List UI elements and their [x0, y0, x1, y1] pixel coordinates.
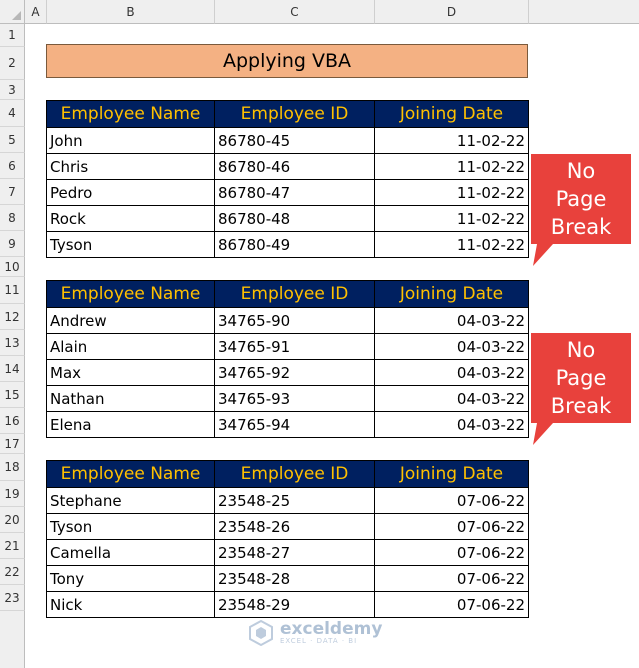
row-header-18[interactable]: 18 [0, 454, 25, 481]
employee-id-cell[interactable]: 86780-49 [215, 232, 375, 258]
exceldemy-logo-icon [248, 620, 274, 646]
employee-name-cell[interactable]: Tyson [47, 232, 215, 258]
row-header-filler [0, 611, 25, 668]
row-header-3[interactable]: 3 [0, 80, 25, 100]
employee-name-cell[interactable]: Stephane [47, 488, 215, 514]
header-joining-date[interactable]: Joining Date [375, 281, 529, 308]
row-header-21[interactable]: 21 [0, 533, 25, 559]
header-employee-id[interactable]: Employee ID [215, 281, 375, 308]
joining-date-cell[interactable]: 11-02-22 [375, 154, 529, 180]
table-row [47, 128, 529, 154]
row-header-4[interactable]: 4 [0, 100, 25, 127]
row-header-11[interactable]: 11 [0, 277, 25, 304]
table-header-row [47, 461, 529, 488]
employee-name-cell[interactable]: Nick [47, 592, 215, 618]
employee-name-cell[interactable]: Alain [47, 334, 215, 360]
row-header-16[interactable]: 16 [0, 408, 25, 434]
employee-id-cell[interactable]: 86780-47 [215, 180, 375, 206]
column-header-a[interactable]: A [25, 0, 47, 24]
column-header-e[interactable] [529, 0, 639, 24]
header-joining-date[interactable]: Joining Date [375, 101, 529, 128]
watermark-tagline: EXCEL · DATA · BI [280, 637, 358, 645]
select-all-corner[interactable] [0, 0, 25, 24]
row-header-15[interactable]: 15 [0, 382, 25, 408]
employee-id-cell[interactable]: 23548-29 [215, 592, 375, 618]
header-employee-id[interactable]: Employee ID [215, 461, 375, 488]
column-header-b[interactable]: B [47, 0, 215, 24]
employee-id-cell[interactable]: 86780-45 [215, 128, 375, 154]
callout-no-page-break-1[interactable] [531, 154, 631, 268]
employee-name-cell[interactable]: Tyson [47, 514, 215, 540]
employee-id-cell[interactable]: 34765-94 [215, 412, 375, 438]
table-row [47, 180, 529, 206]
table-row [47, 514, 529, 540]
table-row [47, 412, 529, 438]
row-header-6[interactable]: 6 [0, 153, 25, 179]
row-header-7[interactable]: 7 [0, 179, 25, 205]
table-row [47, 360, 529, 386]
joining-date-cell[interactable]: 07-06-22 [375, 488, 529, 514]
joining-date-cell[interactable]: 04-03-22 [375, 386, 529, 412]
employee-id-cell[interactable]: 86780-46 [215, 154, 375, 180]
employee-name-cell[interactable]: Elena [47, 412, 215, 438]
table-header-row [47, 281, 529, 308]
employee-name-cell[interactable]: Camella [47, 540, 215, 566]
table-row [47, 386, 529, 412]
joining-date-cell[interactable]: 11-02-22 [375, 180, 529, 206]
header-employee-id[interactable]: Employee ID [215, 101, 375, 128]
employee-id-cell[interactable]: 34765-92 [215, 360, 375, 386]
callout-text: No Page Break [550, 338, 612, 418]
joining-date-cell[interactable]: 11-02-22 [375, 128, 529, 154]
joining-date-cell[interactable]: 04-03-22 [375, 412, 529, 438]
row-header-13[interactable]: 13 [0, 330, 25, 356]
header-employee-name[interactable]: Employee Name [47, 101, 215, 128]
table-row [47, 206, 529, 232]
employee-name-cell[interactable]: John [47, 128, 215, 154]
exceldemy-watermark [248, 620, 382, 646]
employee-id-cell[interactable]: 23548-25 [215, 488, 375, 514]
title-cell[interactable]: Applying VBA [46, 44, 528, 78]
row-header-12[interactable]: 12 [0, 304, 25, 330]
row-header-19[interactable]: 19 [0, 481, 25, 507]
joining-date-cell[interactable]: 07-06-22 [375, 592, 529, 618]
employee-id-cell[interactable]: 23548-27 [215, 540, 375, 566]
employee-name-cell[interactable]: Tony [47, 566, 215, 592]
table-row [47, 154, 529, 180]
joining-date-cell[interactable]: 11-02-22 [375, 232, 529, 258]
joining-date-cell[interactable]: 07-06-22 [375, 566, 529, 592]
employee-table-1 [46, 100, 529, 258]
header-employee-name[interactable]: Employee Name [47, 281, 215, 308]
table-row [47, 488, 529, 514]
employee-id-cell[interactable]: 23548-28 [215, 566, 375, 592]
employee-id-cell[interactable]: 34765-91 [215, 334, 375, 360]
joining-date-cell[interactable]: 04-03-22 [375, 308, 529, 334]
employee-name-cell[interactable]: Nathan [47, 386, 215, 412]
table-row [47, 334, 529, 360]
employee-name-cell[interactable]: Andrew [47, 308, 215, 334]
employee-id-cell[interactable]: 34765-90 [215, 308, 375, 334]
row-header-5[interactable]: 5 [0, 127, 25, 153]
joining-date-cell[interactable]: 04-03-22 [375, 360, 529, 386]
employee-id-cell[interactable]: 86780-48 [215, 206, 375, 232]
employee-name-cell[interactable]: Max [47, 360, 215, 386]
joining-date-cell[interactable]: 04-03-22 [375, 334, 529, 360]
table-row [47, 592, 529, 618]
joining-date-cell[interactable]: 07-06-22 [375, 540, 529, 566]
row-header-17[interactable]: 17 [0, 434, 25, 454]
table-row [47, 540, 529, 566]
callout-text: No Page Break [550, 159, 612, 239]
header-employee-name[interactable]: Employee Name [47, 461, 215, 488]
employee-table-2 [46, 280, 529, 438]
employee-name-cell[interactable]: Pedro [47, 180, 215, 206]
column-header-c[interactable]: C [215, 0, 375, 24]
row-header-2[interactable]: 2 [0, 47, 25, 80]
row-header-1[interactable]: 1 [0, 24, 25, 47]
watermark-name: exceldemy [280, 619, 383, 639]
row-header-14[interactable]: 14 [0, 356, 25, 382]
header-joining-date[interactable]: Joining Date [375, 461, 529, 488]
row-header-22[interactable]: 22 [0, 559, 25, 585]
table-header-row [47, 101, 529, 128]
column-header-d[interactable]: D [375, 0, 529, 24]
select-all-triangle-icon [12, 11, 21, 20]
employee-name-cell[interactable]: Rock [47, 206, 215, 232]
employee-table-3 [46, 460, 529, 618]
table-row [47, 566, 529, 592]
row-header-20[interactable]: 20 [0, 507, 25, 533]
callout-no-page-break-2[interactable] [531, 333, 631, 447]
table-row [47, 232, 529, 258]
employee-name-cell[interactable]: Chris [47, 154, 215, 180]
joining-date-cell[interactable]: 07-06-22 [375, 514, 529, 540]
employee-id-cell[interactable]: 23548-26 [215, 514, 375, 540]
row-header-10[interactable]: 10 [0, 257, 25, 277]
employee-id-cell[interactable]: 34765-93 [215, 386, 375, 412]
row-header-8[interactable]: 8 [0, 205, 25, 231]
joining-date-cell[interactable]: 11-02-22 [375, 206, 529, 232]
row-header-23[interactable]: 23 [0, 585, 25, 611]
row-header-9[interactable]: 9 [0, 231, 25, 257]
table-row [47, 308, 529, 334]
